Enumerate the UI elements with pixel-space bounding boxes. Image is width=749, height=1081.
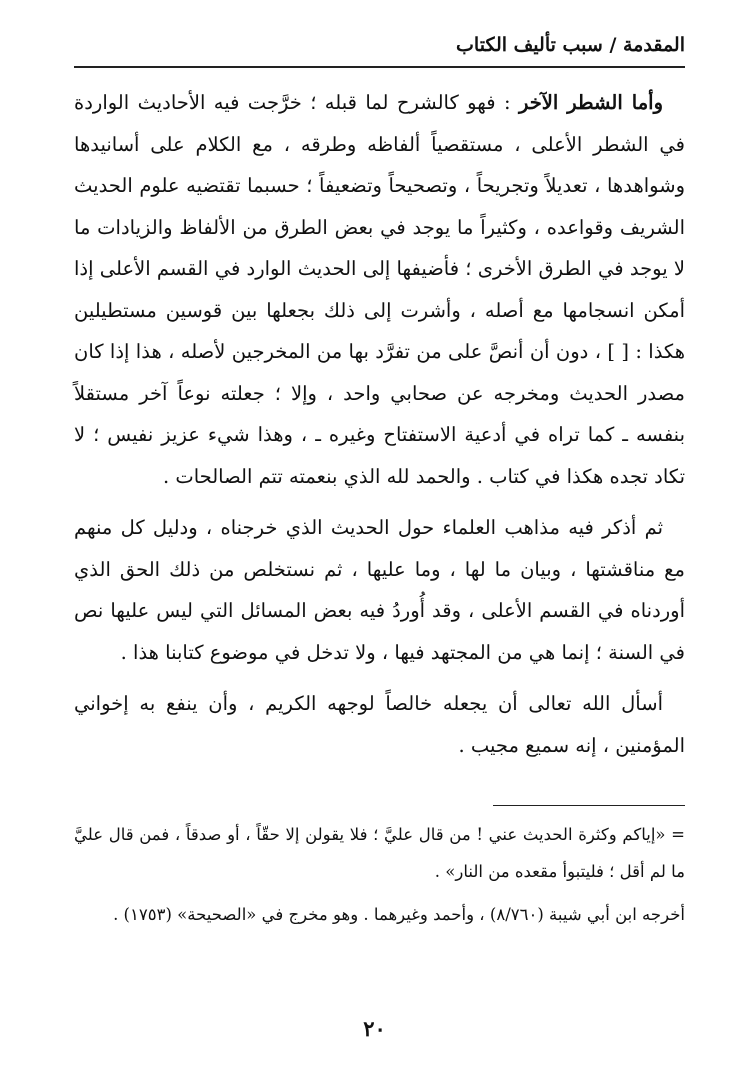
footnote-source: أخرجه ابن أبي شيبة (٨/٧٦٠) ، وأحمد وغيرهما . وهو مخرج في «الصحيحة» (١٧٥٣) . — [113, 905, 685, 924]
paragraph-2: ثم أذكر فيه مذاهب العلماء حول الحديث الذي خرجناه ، ودليل كل منهم مع مناقشتها ، وبيان ما لها ، وما عليها ، ثم نستخلص من ذلك الحق الذي أوردناه في القسم الأعلى ، وقد أُوردُ فيه بعض المسائل التي ليس عليها نص في السنة ؛ إنما هي من المجتهد فيها ، ولا تدخل في موضوع كتابنا هذا . — [74, 516, 685, 664]
footnote-continuation: = «إياكم وكثرة الحديث عني ! من قال عليَّ ؛ فلا يقولن إلا حقّاً ، أو صدقاً ، فمن قال عليَّ ما لم أقل ؛ فليتبوأ مقعده من النار» . — [74, 825, 685, 881]
footnote-separator — [493, 805, 685, 806]
paragraph-1-lead: وأما الشطر الآخر — [518, 91, 663, 114]
paragraph-1 — [74, 82, 685, 497]
paragraph-3: أسأل الله تعالى أن يجعله خالصاً لوجهه الكريم ، وأن ينفع به إخواني المؤمنين ، إنه سميع مجيب . — [74, 692, 685, 757]
main-text — [74, 82, 685, 776]
footnotes — [74, 816, 685, 939]
header-rule — [74, 66, 685, 68]
running-header: المقدمة / سبب تأليف الكتاب — [456, 34, 685, 56]
page-number: ٢٠ — [363, 1016, 386, 1041]
paragraph-1-text: : فهو كالشرح لما قبله ؛ خرَّجت فيه الأحاديث الواردة في الشطر الأعلى ، مستقصياً ألفاظه وطرقه ، مع الكلام على أسانيدها وشواهدها ، تعديلاً وتجريحاً ، وتصحيحاً وتضعيفاً ؛ حسبما تقتضيه علوم الحديث الشريف وقواعده ، وكثيراً ما يوجد في بعض الطرق من الألفاظ والزيادات ما لا يوجد في الطرق الأخرى ؛ فأضيفها إلى الحديث الوارد في القسم الأعلى إذا أمكن انسجامها مع أصله ، وأشرت إلى ذلك بجعلها بين قوسين مستطيلين هكذا : [ ] ، دون أن أنصَّ على من تفرَّد بها من المخرجين لأصله ، هذا إذا كان مصدر الحديث ومخرجه عن صحابي واحد ، وإلا ؛ جعلته نوعاً آخر مستقلاً بنفسه ـ كما تراه في أدعية الاستفتاح وغيره ـ ، وهذا شيء عزيز نفيس ؛ لا تكاد تجده هكذا في كتاب . والحمد لله الذي بنعمته تتم الصالحات . — [74, 91, 685, 488]
